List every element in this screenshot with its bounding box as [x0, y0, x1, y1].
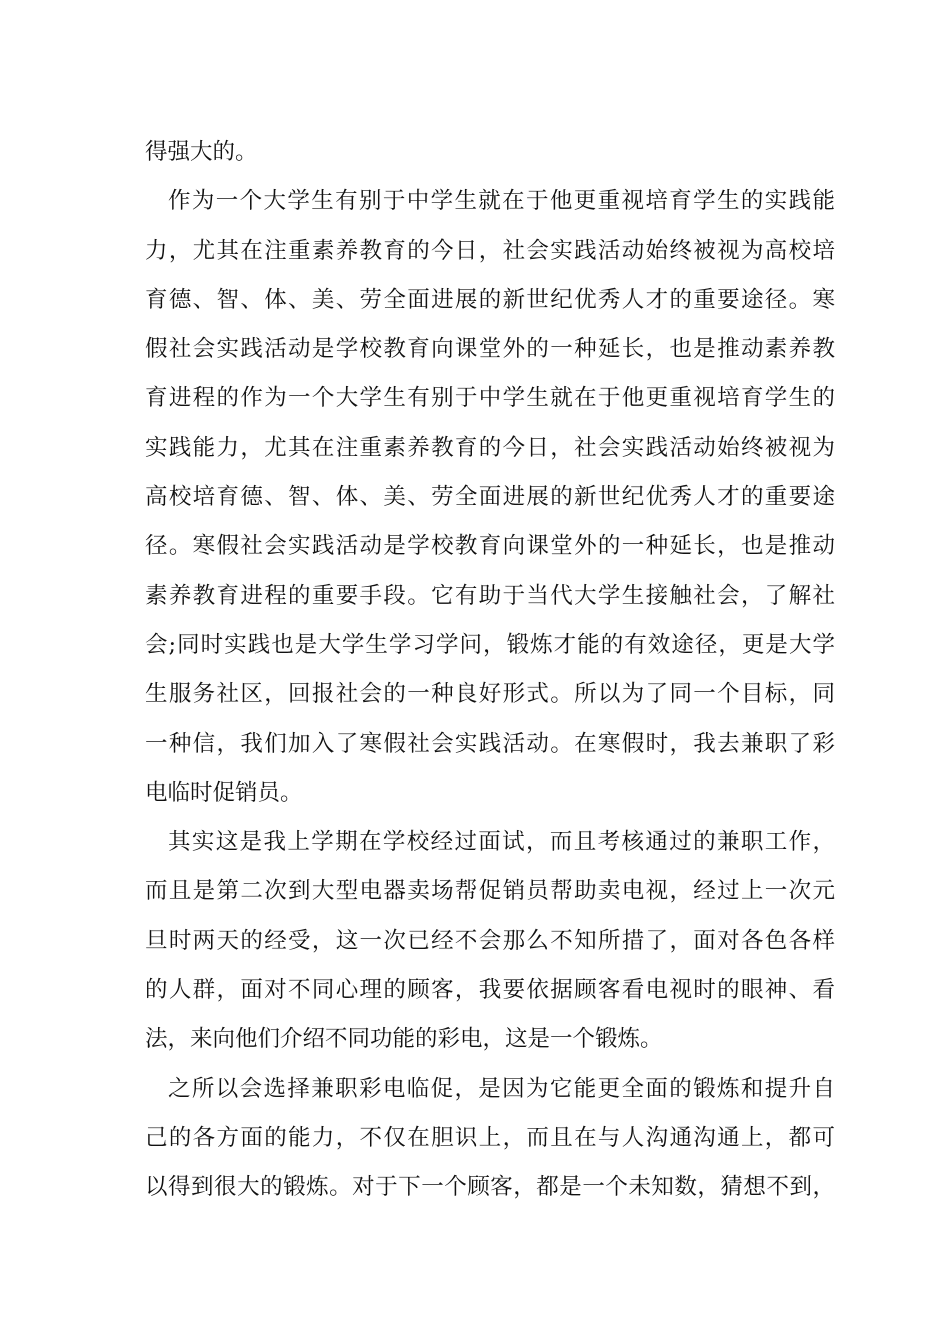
- text-line: 电临时促销员。: [145, 779, 303, 806]
- text-line: 一种信，我们加入了寒假社会实践活动。在寒假时，我去兼职了彩: [145, 730, 835, 757]
- text-line: 以得到很大的锻炼。对于下一个顾客，都是一个未知数，猜想不到，: [145, 1174, 835, 1201]
- text-line: 而且是第二次到大型电器卖场帮促销员帮助卖电视，经过上一次元: [145, 878, 835, 905]
- text-line: 育德、智、体、美、劳全面进展的新世纪优秀人才的重要途径。寒: [145, 286, 835, 313]
- text-line: 高校培育德、智、体、美、劳全面进展的新世纪优秀人才的重要途: [145, 484, 835, 511]
- text-line: 其实这是我上学期在学校经过面试，而且考核通过的兼职工作，: [168, 829, 835, 856]
- text-line: 旦时两天的经受，这一次已经不会那么不知所措了，面对各色各样: [145, 927, 835, 954]
- text-line: 会;同时实践也是大学生学习学问，锻炼才能的有效途径，更是大学: [145, 631, 835, 658]
- text-line: 假社会实践活动是学校教育向课堂外的一种延长，也是推动素养教: [145, 336, 835, 363]
- body-text: [145, 128, 835, 1213]
- text-line: 力，尤其在注重素养教育的今日，社会实践活动始终被视为高校培: [145, 237, 835, 264]
- text-line: 得强大的。: [145, 139, 258, 165]
- text-line: 育进程的作为一个大学生有别于中学生就在于他更重视培育学生的: [145, 385, 835, 412]
- text-line: 己的各方面的能力，不仅在胆识上，而且在与人沟通沟通上，都可: [145, 1124, 835, 1151]
- text-line: 作为一个大学生有别于中学生就在于他更重视培育学生的实践能: [168, 188, 835, 215]
- text-line: 的人群，面对不同心理的顾客，我要依据顾客看电视时的眼神、看: [145, 977, 835, 1004]
- text-line: 素养教育进程的重要手段。它有助于当代大学生接触社会，了解社: [145, 582, 835, 609]
- text-line: 生服务社区，回报社会的一种良好形式。所以为了同一个目标，同: [145, 681, 835, 708]
- text-line: 径。寒假社会实践活动是学校教育向课堂外的一种延长，也是推动: [145, 533, 835, 560]
- text-line: 之所以会选择兼职彩电临促，是因为它能更全面的锻炼和提升自: [168, 1075, 835, 1102]
- text-line: 法，来向他们介绍不同功能的彩电，这是一个锻炼。: [145, 1026, 663, 1053]
- text-line: 实践能力，尤其在注重素养教育的今日，社会实践活动始终被视为: [145, 434, 835, 461]
